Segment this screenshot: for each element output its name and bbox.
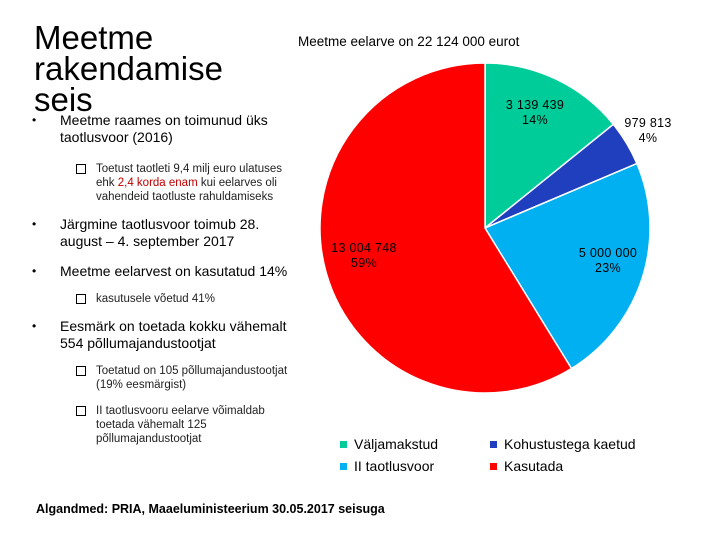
slice-label-kohustustega	[616, 116, 680, 146]
bullet-dot: •	[32, 264, 37, 278]
sub-item-3-text: Toetatud on 105 põllumajandustootjat (19% eesmärgist)	[96, 365, 288, 391]
slice-pct-label: 4%	[638, 131, 658, 145]
sub-item-4-text: II taotlusvooru eelarve võimaldab toetada vähemalt 125 põllumajandustootjat	[96, 405, 265, 445]
slice-pct-label: 59%	[351, 256, 377, 270]
slice-value-label: 13 004 748	[331, 241, 397, 255]
legend-item-valjamakstud	[340, 436, 438, 452]
sub-item-1-text-after: kui eelarves oli vahendeid taotluste rahuldamiseks	[96, 177, 277, 203]
sub-item-2-text: kasutusele võetud 41%	[96, 293, 215, 305]
legend-label: II taotlusvoor	[354, 458, 435, 474]
legend-item-kohustustega	[490, 436, 636, 452]
sub-item-1-highlight: 2,4 korda enam	[117, 177, 198, 189]
legend-swatch	[490, 441, 497, 448]
source-note: Algandmed: PRIA, Maaeluministeerium 30.05.2017 seisuga	[36, 502, 385, 516]
legend-label: Kohustustega kaetud	[504, 436, 636, 452]
slide-title: Meetme rakendamise seis	[34, 19, 223, 118]
legend-item-kasutada	[490, 458, 563, 474]
slice-value-label: 3 139 439	[505, 98, 565, 112]
bullet-1-text: Meetme raames on toimunud üks taotlusvoor (2016)	[60, 112, 268, 145]
slice-value-label: 979 813	[624, 116, 672, 130]
bullet-dot: •	[32, 319, 37, 333]
bullet-dot: •	[32, 113, 37, 127]
chart-title: Meetme eelarve on 22 124 000 eurot	[298, 34, 520, 49]
legend-swatch	[490, 463, 497, 470]
slice-label-kasutada	[320, 241, 408, 271]
slice-pct-label: 23%	[595, 261, 621, 275]
bullet-dot: •	[32, 217, 37, 231]
slice-label-ii-taotlusvoor	[568, 246, 648, 276]
bullet-3-text: Meetme eelarvest on kasutatud 14%	[60, 263, 288, 279]
legend-label: Väljamakstud	[354, 436, 439, 452]
slice-value-label: 5 000 000	[578, 246, 638, 260]
bullet-2-text: Järgmine taotlusvoor toimub 28. august – 4. september 2017	[60, 216, 260, 249]
legend-label: Kasutada	[504, 458, 564, 474]
slice-label-valjamakstud	[500, 98, 570, 128]
bullet-4-text: Eesmärk on toetada kokku vähemalt 554 põllumajandustootjat	[60, 318, 287, 351]
legend-item-ii-taotlusvoor	[340, 458, 434, 474]
slice-pct-label: 14%	[522, 113, 548, 127]
legend-swatch	[340, 463, 347, 470]
sub-item-1-text-before: Toetust taotleti 9,4 milj euro ulatuses ehk	[96, 163, 283, 189]
legend-swatch	[340, 441, 347, 448]
